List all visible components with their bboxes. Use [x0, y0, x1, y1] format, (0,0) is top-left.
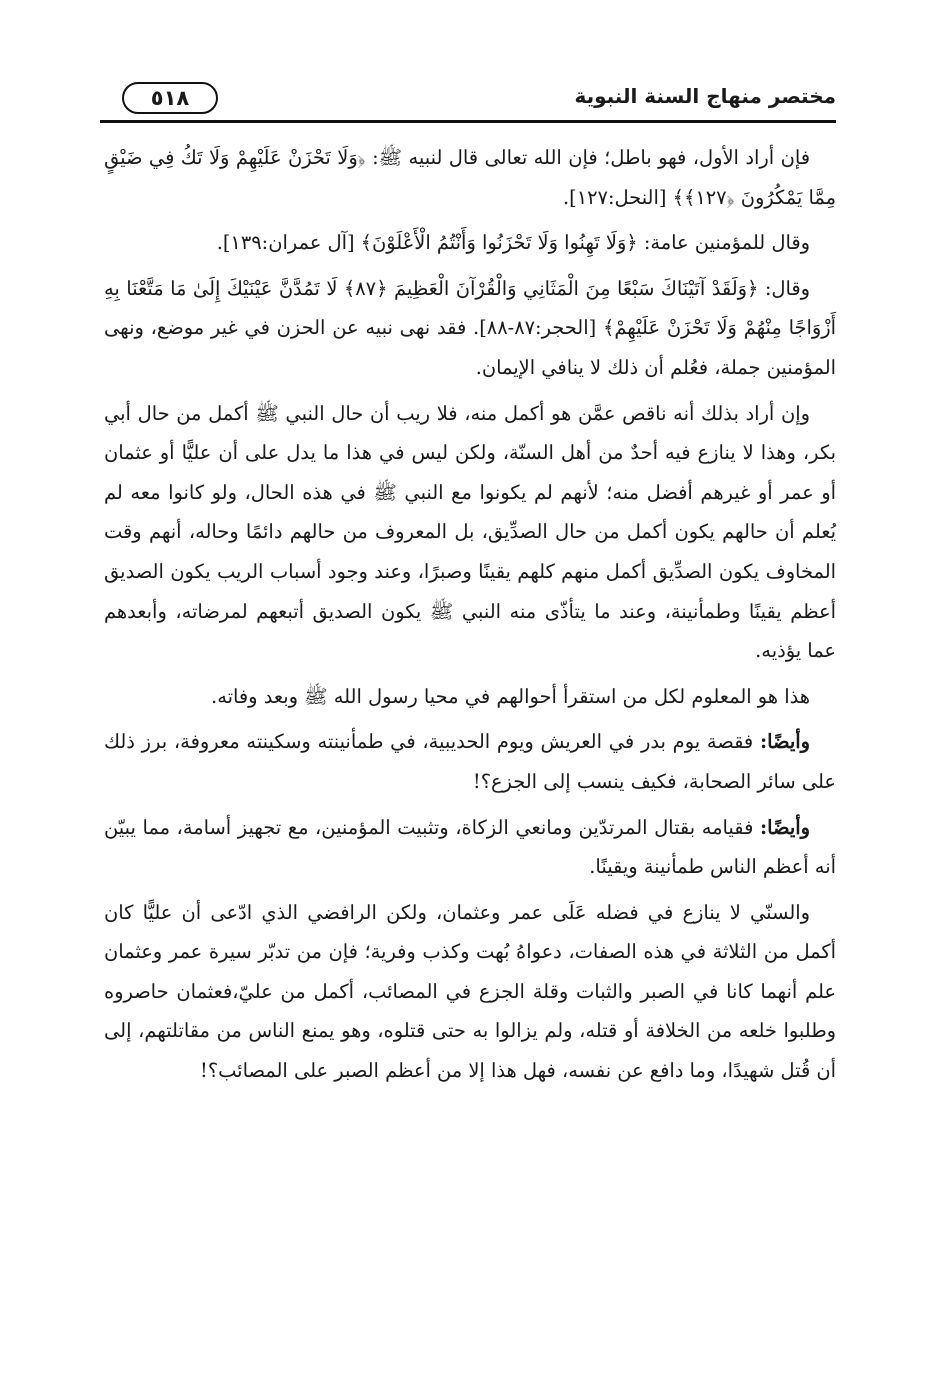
paragraph-lead: وأيضًا:	[759, 815, 810, 839]
paragraph-text: هذا هو المعلوم لكل من استقرأ أحوالهم في محيا رسول الله ﷺ وبعد وفاته.	[211, 684, 810, 708]
paragraph-4	[104, 394, 836, 671]
paragraph-1	[104, 138, 836, 217]
paragraph-2	[104, 223, 836, 263]
paragraph-text: فإن أراد الأول، فهو باطل؛ فإن الله تعالى قال لنبيه ﷺ: ﴿وَلَا تَحْزَنْ عَلَيْهِمْ وَلَا تَكُ فِي ضَيْقٍ مِمَّا يَمْكُرُونَ ﴿١٢٧﴾﴾ [النحل:١٢٧].	[104, 146, 836, 209]
page-body	[104, 138, 836, 1097]
paragraph-lead: وأيضًا:	[759, 730, 810, 754]
page-header	[100, 70, 836, 114]
paragraph-3	[104, 269, 836, 388]
header-divider	[100, 120, 836, 123]
paragraph-text: فقيامه بقتال المرتدّين ومانعي الزكاة، وتثبيت المؤمنين، مع تجهيز أسامة، مما يبيّن أنه أعظم الناس طمأنينة ويقينًا.	[104, 815, 836, 879]
page-number: ٥١٨	[122, 82, 218, 114]
paragraph-text: والسنّي لا ينازع في فضله عَلَى عمر وعثمان، ولكن الرافضي الذي ادّعى أن عليًّا كان أكمل من الثلاثة في هذه الصفات، دعواهُ بُهت وكذب وفرية؛ فإن من تدبّر سيرة عمر وعثمان علم أنهما كانا في الصبر والثبات وقلة الجزع في المصائب، أكمل من عليّ،فعثمان حاصروه وطلبوا خلعه من الخلافة أو قتله، ولم يزالوا به حتى قتلوه، وهو يمنع الناس من مقاتلتهم، إلى أن قُتل شهيدًا، وما دافع عن نفسه، فهل هذا إلا من أعظم الصبر على المصائب؟!	[104, 900, 836, 1083]
paragraph-5	[104, 677, 836, 717]
paragraph-text: وإن أراد بذلك أنه ناقص عمَّن هو أكمل منه، فلا ريب أن حال النبي ﷺ أكمل من حال أبي بكر، وهذا لا ينازع فيه أحدٌ من أهل السنّة، ولكن ليس في هذا ما يدل على أن عليًّا أو عثمان أو عمر أو غيرهم أفضل منه؛ لأنهم لم يكونوا مع النبي ﷺ في هذه الحال، ولو كانوا معه لم يُعلم أن حالهم يكون أكمل من حال الصدِّيق، بل المعروف من حالهم دائمًا وحاله، أنهم وقت المخاوف يكون الصدِّيق أكمل منهم كلهم يقينًا وصبرًا، وعند وجود أسباب الريب يكون الصديق أعظم يقينًا وطمأنينة، وعند ما يتأذّى منه النبي ﷺ يكون الصديق أتبعهم لمرضاته، وأبعدهم عما يؤذيه.	[104, 401, 836, 663]
book-title: مختصر منهاج السنة النبوية	[574, 84, 836, 108]
paragraph-6	[104, 722, 836, 801]
paragraph-8	[104, 893, 836, 1091]
paragraph-text: وقال: ﴿وَلَقَدْ آتَيْنَاكَ سَبْعًا مِنَ الْمَثَانِي وَالْقُرْآنَ الْعَظِيمَ ﴿٨٧﴾ لَا تَمُدَّنَّ عَيْنَيْكَ إِلَىٰ مَا مَتَّعْنَا بِهِ أَزْوَاجًا مِنْهُمْ وَلَا تَحْزَنْ عَلَيْهِمْ﴾ [الحجر:٨٧-٨٨]. فقد نهى نبيه عن الحزن في غير موضع، ونهى المؤمنين جملة، فعُلم أن ذلك لا ينافي الإيمان.	[104, 276, 836, 379]
paragraph-7	[104, 808, 836, 887]
paragraph-text: فقصة يوم بدر في العريش ويوم الحديبية، في طمأنينته وسكينته معروفة، برز ذلك على سائر الصحابة، فكيف ينسب إلى الجزع؟!	[104, 730, 836, 793]
paragraph-text: وقال للمؤمنين عامة: ﴿وَلَا تَهِنُوا وَلَا تَحْزَنُوا وَأَنْتُمُ الْأَعْلَوْنَ﴾ [آل عمران:١٣٩].	[216, 231, 810, 255]
